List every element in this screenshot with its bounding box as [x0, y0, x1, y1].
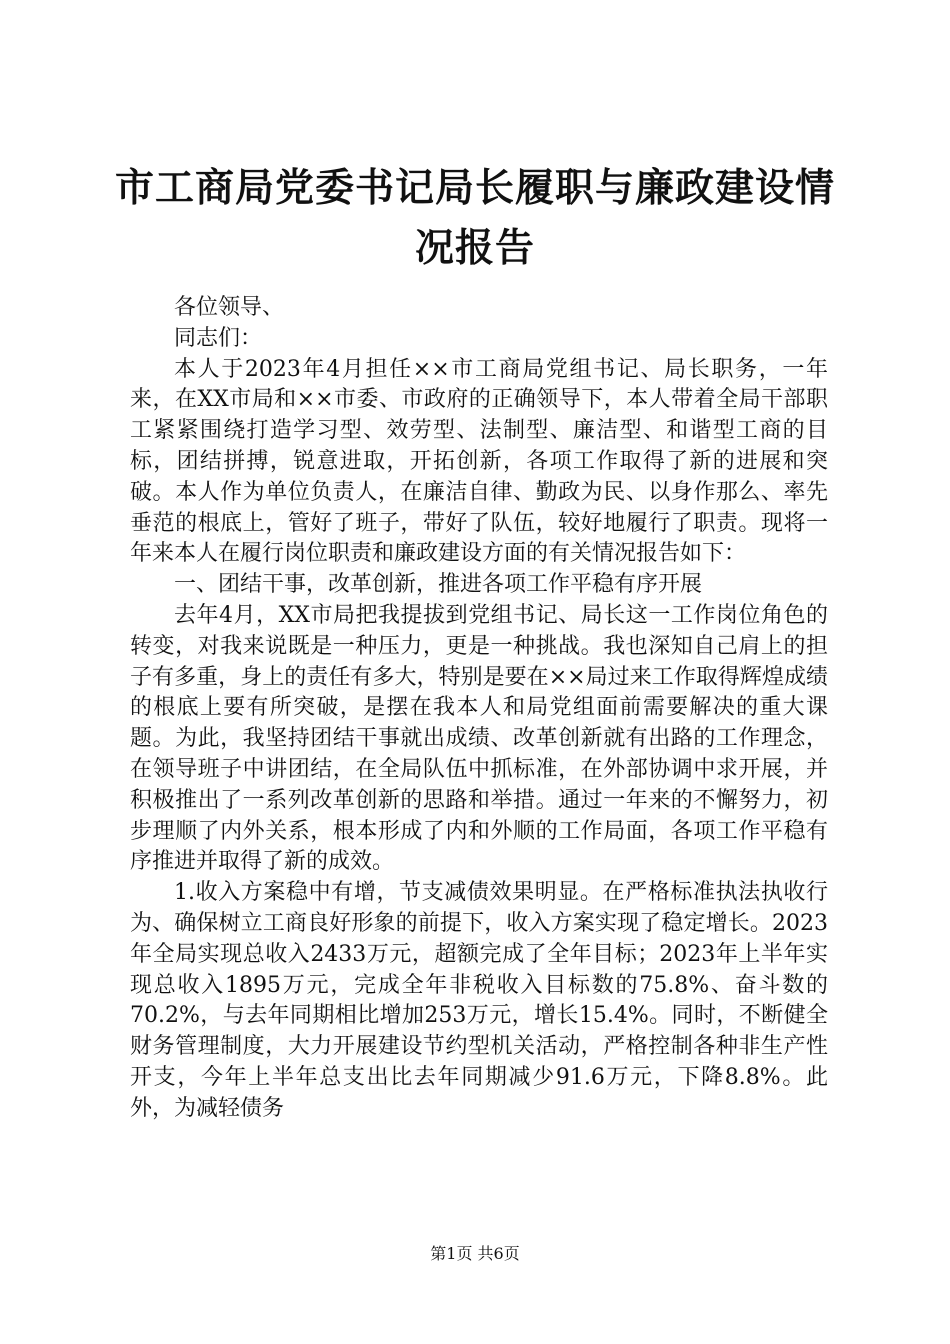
section-1-paragraph: 去年4月，XX市局把我提拔到党组书记、局长这一工作岗位角色的转变，对我来说既是一种压力，更是一种挑战。我也深知自己肩上的担子有多重，身上的责任有多大，特别是要在××局过来工作取得辉煌成绩的根底上要有所突破，是摆在我本人和局党组面前需要解决的重大课题。为此，我坚持团结干事就出成绩、改革创新就有出路的工作理念，在领导班子中讲团结，在全局队伍中抓标准，在外部协调中求开展，并积极推出了一系列改革创新的思路和举措。通过一年来的不懈努力，初步理顺了内外关系，根本形成了内和外顺的工作局面，各项工作平稳有序推进并取得了新的成效。: [130, 602, 828, 875]
document-body: [130, 293, 828, 1125]
item-1-paragraph: 1.收入方案稳中有增，节支减债效果明显。在严格标准执法执收行为、确保树立工商良好形象的前提下，收入方案实现了稳定增长。2023年全局实现总收入2433万元，超额完成了全年目标；2023年上半年实现总收入1895万元，完成全年非税收入目标数的75.8%、奋斗数的70.2%，与去年同期相比增加253万元，增长15.4%。同时，不断健全财务管理制度，大力开展建设节约型机关活动，严格控制各种非生产性开支，今年上半年总支出比去年同期减少91.6万元，下降8.8%。此外，为减轻债务: [130, 880, 828, 1121]
intro-paragraph: 本人于2023年4月担任××市工商局党组书记、局长职务，一年来，在XX市局和××市委、市政府的正确领导下，本人带着全局干部职工紧紧围绕打造学习型、效劳型、法制型、廉洁型、和谐型工商的目标，团结拼搏，锐意进取，开拓创新，各项工作取得了新的进展和突破。本人作为单位负责人，在廉洁自律、勤政为民、以身作那么、率先垂范的根底上，管好了班子，带好了队伍，较好地履行了职责。现将一年来本人在履行岗位职责和廉政建设方面的有关情况报告如下：: [130, 356, 828, 567]
section-heading-1: 一、团结干事，改革创新，推进各项工作平稳有序开展: [174, 572, 703, 598]
salutation-line-2: 同志们：: [174, 325, 263, 351]
page-footer: [0, 1244, 950, 1264]
page-total: 共6页: [477, 1244, 520, 1263]
salutation-line-1: 各位领导、: [174, 295, 285, 320]
page-number: 第1页: [430, 1244, 473, 1263]
document-title: 市工商局党委书记局长履职与廉政建设情况报告: [114, 165, 835, 271]
